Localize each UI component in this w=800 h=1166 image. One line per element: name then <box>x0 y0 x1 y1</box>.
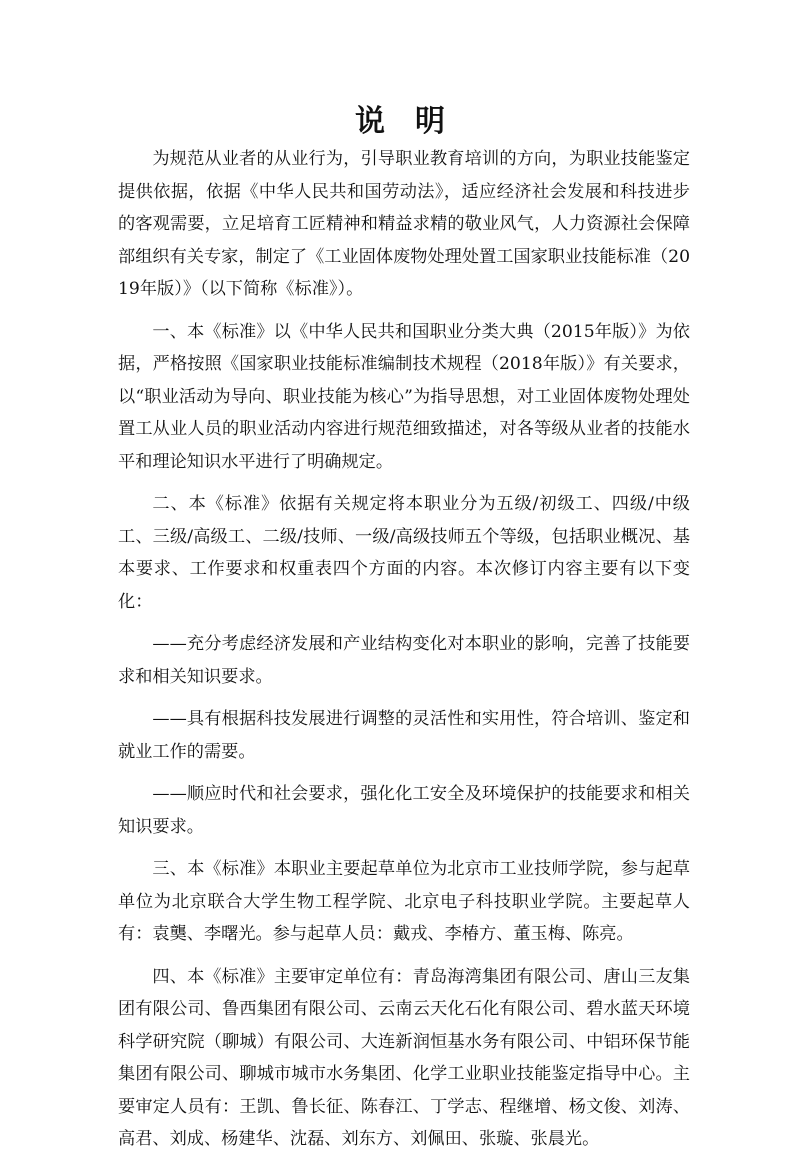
paragraph-change-2: ——具有根据科技发展进行调整的灵活性和实用性，符合培训、鉴定和就业工作的需要。 <box>118 709 690 762</box>
page-title <box>0 96 800 140</box>
paragraph-section-3: 三、本《标准》本职业主要起草单位为北京市工业技师学院，参与起草单位为北京联合大学生物工程学院、北京电子科技职业学院。主要起草人有：袁龑、李曙光。参与起草人员：戴戎、李椿方、董玉梅、陈亮。 <box>118 859 690 944</box>
title-char-1: 说 <box>355 104 385 139</box>
document-body <box>118 143 690 1166</box>
paragraph-change-1: ——充分考虑经济发展和产业结构变化对本职业的影响，完善了技能要求和相关知识要求。 <box>118 634 690 687</box>
paragraph-change-3: ——顺应时代和社会要求，强化化工安全及环境保护的技能要求和相关知识要求。 <box>118 784 690 837</box>
paragraph-section-2: 二、本《标准》依据有关规定将本职业分为五级/初级工、四级/中级工、三级/高级工、二级/技师、一级/高级技师五个等级，包括职业概况、基本要求、工作要求和权重表四个方面的内容。本次修订内容主要有以下变化： <box>118 494 690 612</box>
paragraph-intro: 为规范从业者的从业行为，引导职业教育培训的方向，为职业技能鉴定提供依据，依据《中华人民共和国劳动法》，适应经济社会发展和科技进步的客观需要，立足培育工匠精神和精益求精的敬业风气，人力资源社会保障部组织有关专家，制定了《工业固体废物处理处置工国家职业技能标准（2019年版）》（以下简称《标准》）。 <box>118 149 690 299</box>
title-char-2: 明 <box>415 104 445 139</box>
paragraph-section-4: 四、本《标准》主要审定单位有：青岛海湾集团有限公司、唐山三友集团有限公司、鲁西集团有限公司、云南云天化石化有限公司、碧水蓝天环境科学研究院（聊城）有限公司、大连新润恒基水务有限公司、中铝环保节能集团有限公司、聊城市城市水务集团、化学工业职业技能鉴定指导中心。主要审定人员有：王凯、鲁长征、陈春江、丁学志、程继增、杨文俊、刘涛、高君、刘成、杨建华、沈磊、刘东方、刘佩田、张璇、张晨光。 <box>118 966 690 1149</box>
paragraph-section-1: 一、本《标准》以《中华人民共和国职业分类大典（2015年版）》为依据，严格按照《国家职业技能标准编制技术规程（2018年版）》有关要求，以“职业活动为导向、职业技能为核心”为指导思想，对工业固体废物处理处置工从业人员的职业活动内容进行规范细致描述，对各等级从业者的技能水平和理论知识水平进行了明确规定。 <box>118 321 690 472</box>
